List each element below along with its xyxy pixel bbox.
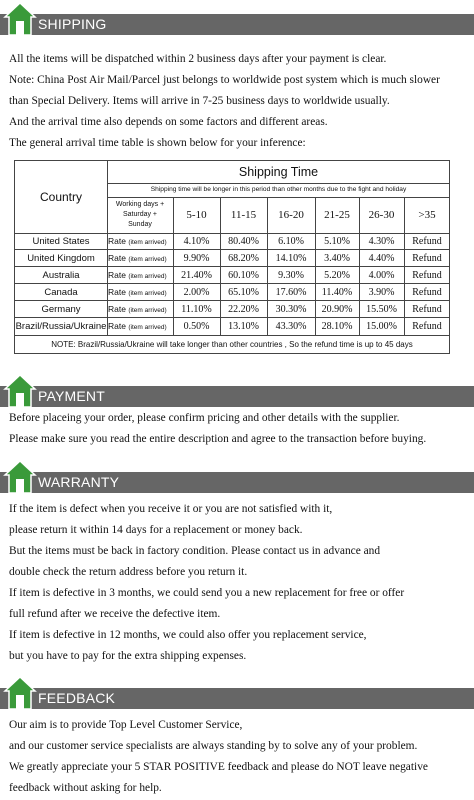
- rate-text: Rate: [108, 304, 126, 314]
- rate-subtext: (item arrived): [128, 307, 167, 314]
- text-line: please return it within 14 days for a replacement or money back.: [9, 524, 303, 536]
- table-divider: [15, 283, 450, 284]
- country-name: Brazil/Russia/Ukraine: [15, 321, 107, 332]
- rate-subtext: (item arrived): [128, 239, 167, 246]
- rate-text: Rate: [108, 270, 126, 280]
- working-days-line: Sunday: [128, 221, 152, 228]
- rate-value: 68.20%: [228, 253, 259, 264]
- rate-value: 3.40%: [324, 253, 350, 264]
- text-line: double check the return address before you return it.: [9, 566, 248, 578]
- text-line: than Special Delivery. Items will arrive in 7-25 business days to worldwide usually.: [9, 95, 390, 107]
- working-days-line: Saturday +: [122, 211, 158, 218]
- table-divider: [359, 197, 360, 335]
- rate-value: 60.10%: [228, 270, 259, 281]
- column-header: 26-30: [368, 209, 395, 221]
- rate-subtext: (item arrived): [128, 290, 167, 297]
- rate-value: 28.10%: [321, 321, 353, 332]
- rate-value: 43.30%: [275, 321, 307, 332]
- rate-value: 13.10%: [228, 321, 259, 332]
- text-line: Note: China Post Air Mail/Parcel just belongs to worldwide post system which is much slower: [9, 74, 440, 86]
- country-name: Australia: [42, 270, 80, 281]
- shipping-title: SHIPPING: [38, 16, 107, 32]
- feedback-header: [0, 674, 474, 710]
- column-header: >35: [418, 209, 436, 221]
- rate-label: [107, 250, 173, 267]
- shipping-time-header: Shipping Time: [238, 165, 319, 179]
- table-divider: [267, 197, 268, 335]
- text-line: but you have to pay for the extra shipping expenses.: [9, 650, 247, 662]
- text-line: And the arrival time also depends on some factors and different areas.: [9, 116, 328, 128]
- text-line: and our customer service specialists are always standing by to solve any of your problem.: [9, 740, 418, 752]
- table-divider: [220, 197, 221, 335]
- rate-label: [107, 284, 173, 301]
- rate-text: Rate: [108, 321, 126, 331]
- table-divider: [107, 161, 108, 335]
- rate-value: 15.50%: [366, 304, 397, 315]
- table-divider: [173, 197, 174, 335]
- country-name: United Kingdom: [27, 253, 95, 264]
- house-icon: [3, 2, 37, 36]
- rate-value: 11.10%: [181, 304, 212, 315]
- rate-value: 9.90%: [183, 253, 210, 264]
- rate-text: Rate: [108, 236, 126, 246]
- rate-value: Refund: [412, 270, 442, 281]
- rate-subtext: (item arrived): [128, 273, 167, 280]
- rate-value: Refund: [412, 287, 442, 298]
- working-days-line: Working days +: [115, 201, 165, 208]
- feedback-title: FEEDBACK: [38, 690, 116, 706]
- rate-value: 15.00%: [366, 321, 397, 332]
- rate-label: [107, 267, 173, 284]
- text-line: All the items will be dispatched within 2 business days after your payment is clear.: [9, 53, 387, 65]
- rate-value: 17.60%: [275, 287, 307, 298]
- country-name: Germany: [41, 304, 81, 315]
- rate-value: 21.40%: [181, 270, 212, 281]
- rate-value: 20.90%: [321, 304, 353, 315]
- table-note: NOTE: Brazil/Russia/Ukraine will take longer than other countries , So the refund time is up to 45 days: [51, 340, 413, 349]
- payment-text: [9, 408, 426, 450]
- table-divider: [404, 197, 405, 335]
- table-divider: [15, 266, 450, 267]
- warranty-header: [0, 458, 474, 494]
- country-name: Canada: [44, 287, 78, 298]
- rate-value: 4.40%: [368, 253, 395, 264]
- column-header: 16-20: [278, 209, 304, 221]
- rate-label: [107, 301, 173, 318]
- text-line: The general arrival time table is shown below for your inference:: [9, 137, 306, 149]
- text-line: But the items must be back in factory condition. Please contact us in advance and: [9, 545, 381, 557]
- payment-title: PAYMENT: [38, 388, 105, 404]
- text-line: Our aim is to provide Top Level Customer Service,: [9, 719, 243, 731]
- country-header: Country: [39, 190, 83, 204]
- rate-value: 14.10%: [275, 253, 307, 264]
- text-line: Before placeing your order, please confirm pricing and other details with the supplier.: [9, 412, 400, 424]
- shipping-time-subnote: Shipping time will be longer in this period than other months due to the fight and holiday: [150, 186, 407, 193]
- rate-value: Refund: [412, 321, 442, 332]
- rate-value: 3.90%: [368, 287, 395, 298]
- column-header: 21-25: [324, 209, 350, 221]
- rate-value: 65.10%: [228, 287, 259, 298]
- text-line: If item is defective in 3 months, we could send you a new replacement for free or offer: [9, 587, 405, 599]
- house-icon: [3, 374, 37, 408]
- table-divider: [107, 197, 450, 198]
- shipping-text: [9, 49, 440, 154]
- table-divider: [15, 317, 450, 318]
- rate-label: [107, 318, 173, 335]
- rate-label: [107, 233, 173, 250]
- rate-value: 0.50%: [183, 321, 210, 332]
- rate-value: Refund: [412, 253, 442, 264]
- shipping-header: [0, 0, 474, 36]
- rate-value: 4.00%: [368, 270, 395, 281]
- table-divider: [15, 249, 450, 250]
- rate-value: 9.30%: [278, 270, 304, 281]
- house-icon: [3, 460, 37, 494]
- rate-value: 4.30%: [368, 236, 395, 247]
- table-divider: [315, 197, 316, 335]
- text-line: If the item is defect when you receive it or you are not satisfied with it,: [9, 503, 333, 515]
- text-line: If item is defective in 12 months, we could also offer you replacement service,: [9, 629, 367, 641]
- table-divider: [15, 233, 450, 234]
- table-divider: [15, 335, 450, 336]
- column-header: 11-15: [230, 209, 257, 221]
- rate-value: 5.10%: [324, 236, 350, 247]
- table-divider: [15, 300, 450, 301]
- warranty-text: [9, 499, 404, 667]
- rate-subtext: (item arrived): [128, 256, 167, 263]
- table-divider: [107, 183, 450, 184]
- rate-value: Refund: [412, 304, 442, 315]
- shipping-time-table: [14, 160, 450, 354]
- column-header: 5-10: [186, 209, 207, 221]
- text-line: feedback without asking for help.: [9, 782, 162, 794]
- rate-value: 6.10%: [278, 236, 304, 247]
- warranty-title: WARRANTY: [38, 474, 120, 490]
- rate-text: Rate: [108, 287, 126, 297]
- rate-value: 30.30%: [275, 304, 307, 315]
- text-line: full refund after we receive the defective item.: [9, 608, 221, 620]
- rate-value: 80.40%: [228, 236, 259, 247]
- rate-value: 5.20%: [324, 270, 350, 281]
- text-line: Please make sure you read the entire description and agree to the transaction before buying.: [9, 433, 427, 445]
- rate-text: Rate: [108, 253, 126, 263]
- feedback-text: [9, 715, 428, 799]
- rate-value: 22.20%: [228, 304, 259, 315]
- house-icon: [3, 676, 37, 710]
- payment-header: [0, 372, 474, 408]
- rate-value: 2.00%: [183, 287, 210, 298]
- rate-value: 4.10%: [183, 236, 210, 247]
- rate-value: Refund: [412, 236, 442, 247]
- text-line: We greatly appreciate your 5 STAR POSITIVE feedback and please do NOT leave negative: [9, 761, 428, 773]
- rate-value: 11.40%: [321, 287, 353, 298]
- rate-subtext: (item arrived): [128, 324, 167, 331]
- country-name: United States: [32, 236, 90, 247]
- working-days-label: [107, 198, 173, 233]
